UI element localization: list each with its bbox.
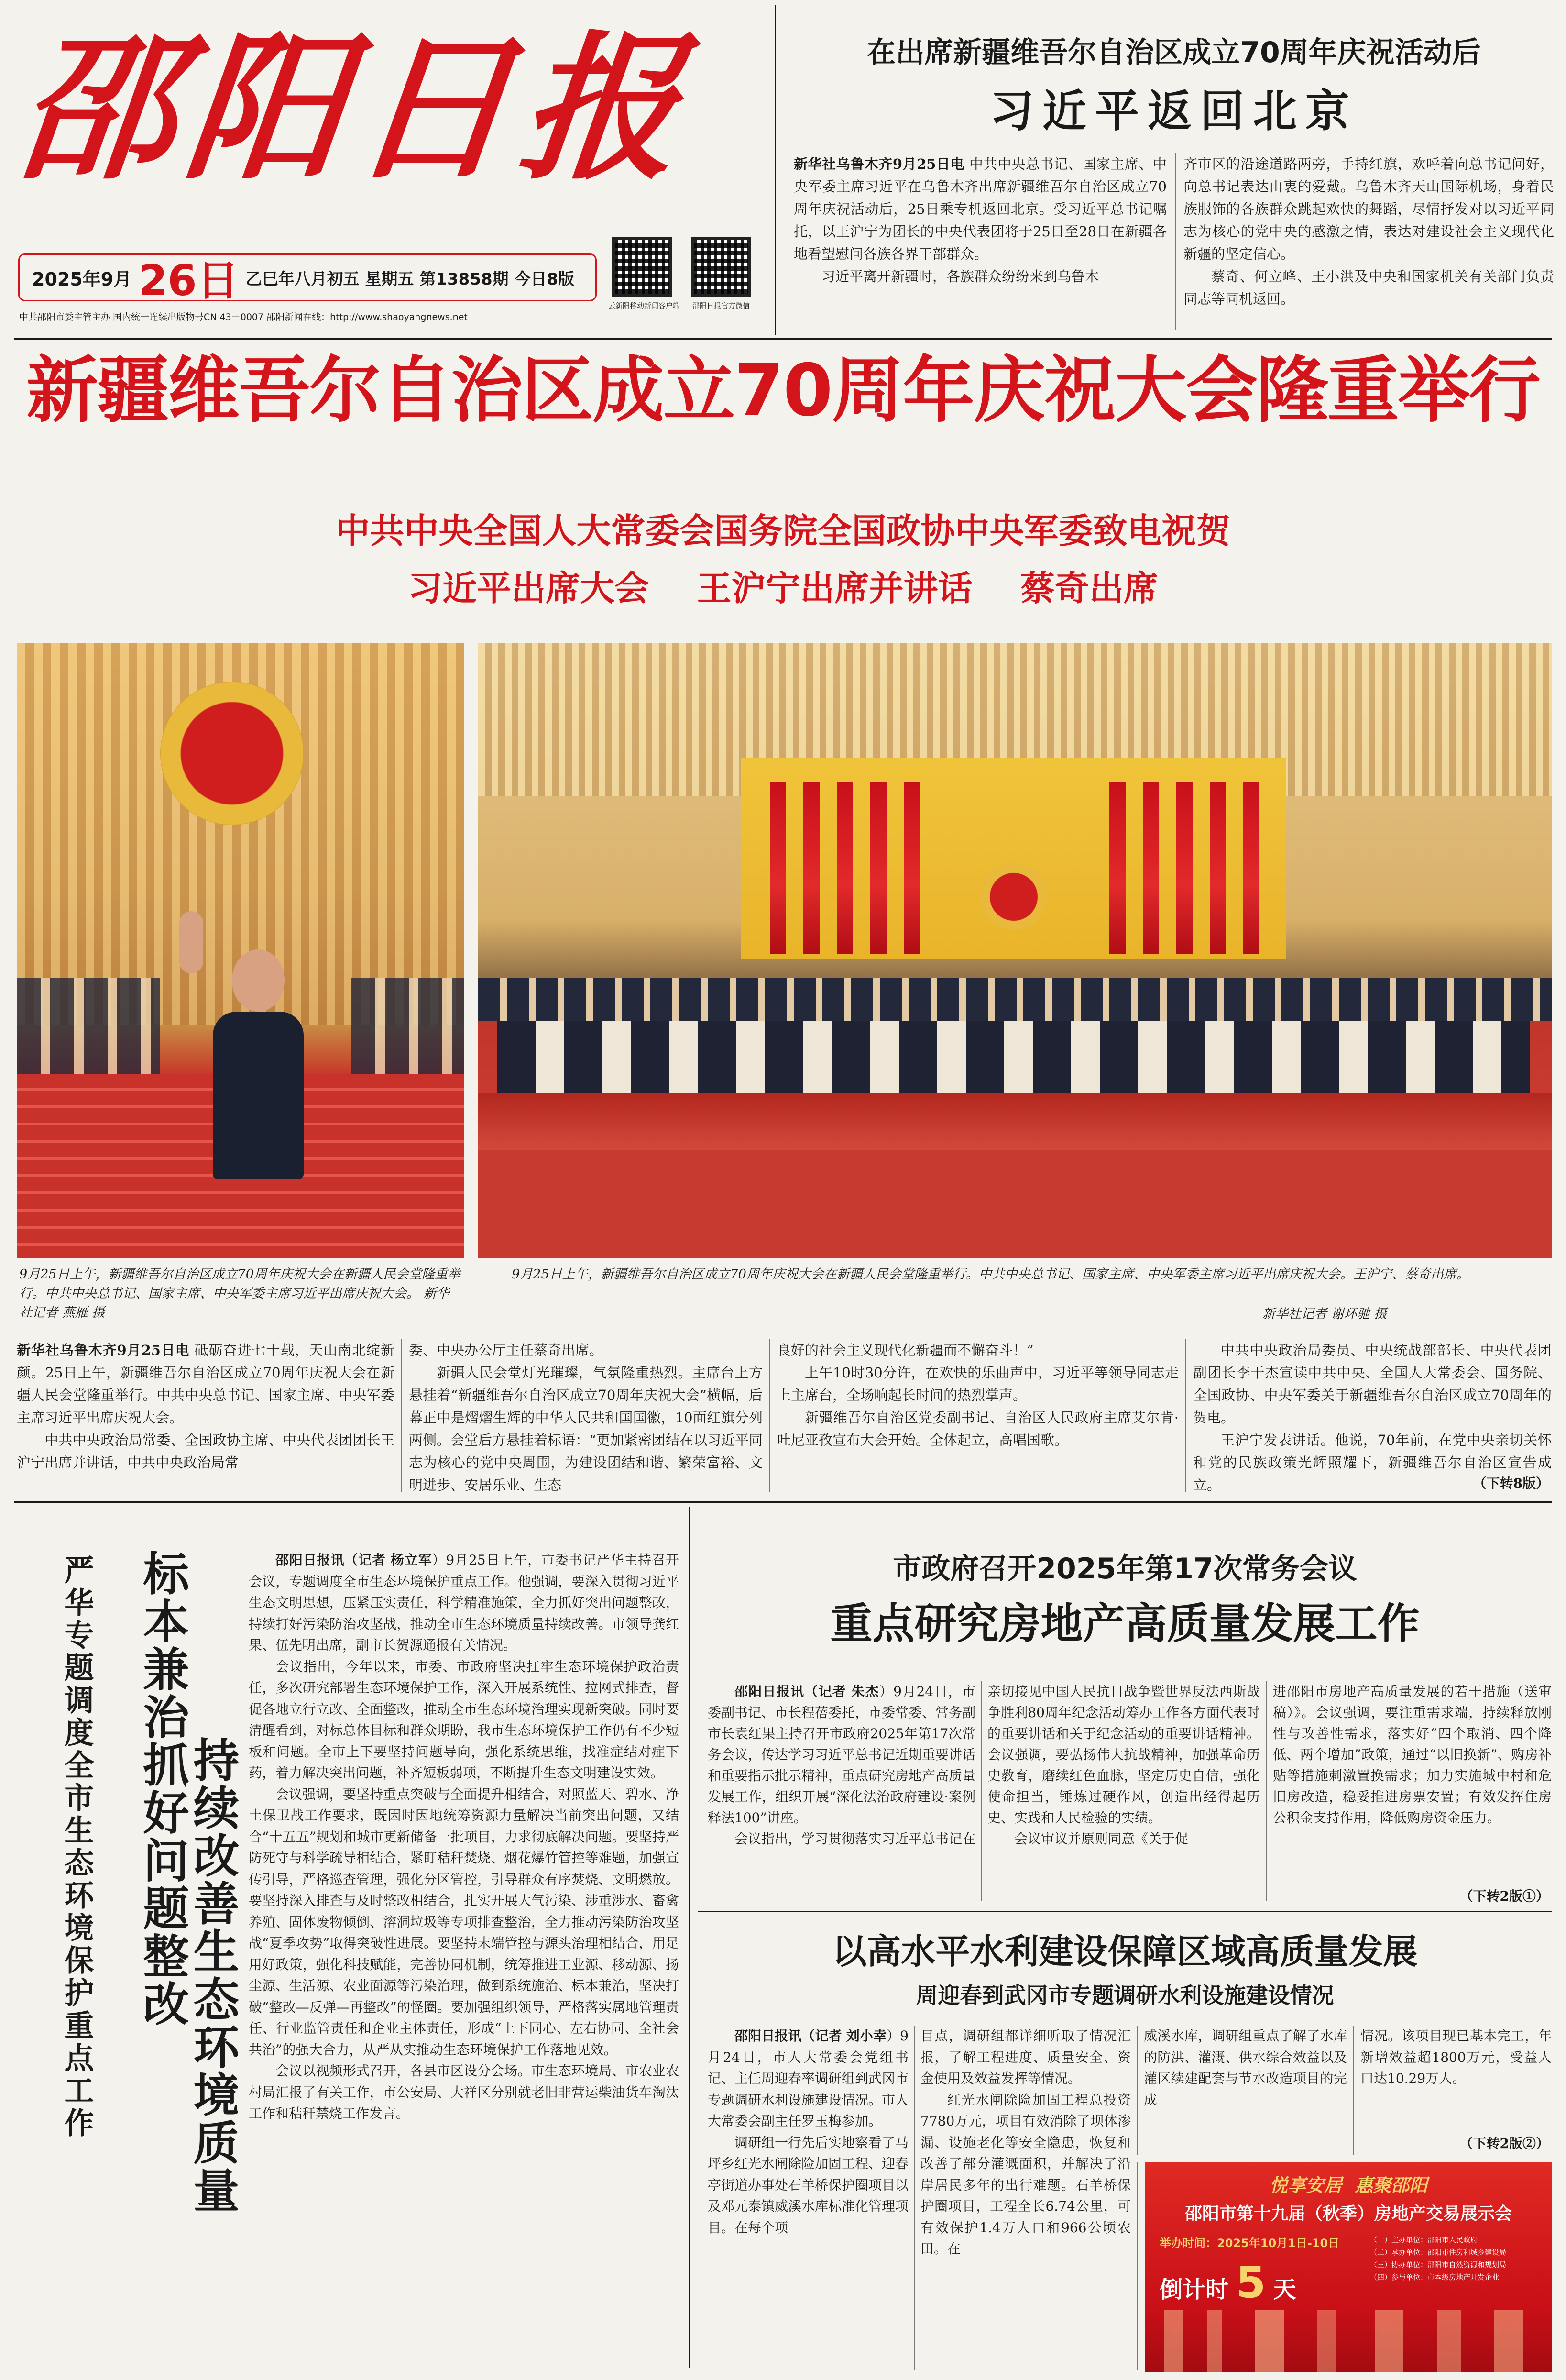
meeting-col3	[1273, 1681, 1552, 1887]
date-rest: 乙巳年八月初五 星期五 第13858期 今日8版	[245, 269, 575, 289]
water-col2	[920, 2026, 1131, 2375]
ad-slogan: 悦享安居 惠聚邵阳	[1269, 2175, 1428, 2196]
qr-code-app	[612, 237, 672, 297]
water-reporter: 刘小幸	[846, 2028, 887, 2044]
red-flag-icon	[1143, 782, 1159, 954]
water-divider-1	[914, 2026, 915, 2370]
top-story-text-4: 蔡奇、何立峰、王小洪及中央和国家机关有关部门负责同志等同机返回。	[1183, 268, 1554, 307]
main-story-text-9: 王沪宁发表讲话。他说，70年前，在党中央亲切关怀和党的民族政策光辉照耀下，新疆维吾尔自治区宣告成立。	[1193, 1432, 1552, 1493]
meeting-col2	[987, 1681, 1260, 1906]
main-story-text-2: 中共中央政治局常委、全国政协主席、中央代表团团长王沪宁出席并讲话，中共中央政治局常	[17, 1432, 394, 1471]
eco-vertical-title-1: 标本兼治抓好问题整改	[136, 1550, 190, 2028]
top-story-text-1: 中共中央总书记、国家主席、中央军委主席习近平在乌鲁木齐出席新疆维吾尔自治区成立70周年庆祝活动后，25日乘专机返回北京。受习近平总书记嘱托，以王沪宁为团长的中央代表团将于25日至28日在新疆各地看望慰问各族各界干部群众。	[794, 156, 1167, 262]
eco-story-body	[249, 1550, 679, 2372]
organizer-line: （二）承办单位：邵阳市住房和城乡建设局	[1370, 2248, 1507, 2257]
eco-text-2: 会议指出，今年以来，市委、市政府坚决扛牢生态环境保护政治责任，多次研究部署生态环境保护工作，深入开展系统性、拉网式排查，督促各地立行立改、全面整改，推动全市生态环境治理实现新突破。同时要清醒看到，对标总体目标和群众期盼，我市生态环境保护工作仍有不少短板和问题。全市上下要坚持问题导向，强化系统思维，找准症结对症下药，着力解决突出问题，补齐短板弱项，不断提升生态文明建设实效。	[249, 1658, 679, 1781]
top-story-col1	[794, 153, 1167, 335]
eco-right-divider	[689, 1507, 690, 2368]
qr-label-wechat: 邵阳日报官方微信	[692, 301, 750, 310]
photo-right	[478, 643, 1552, 1258]
rostrum-table	[478, 1093, 1552, 1150]
red-flag-icon	[770, 782, 786, 954]
eco-text-1: ）9月25日上午，市委书记严华主持召开会议，专题调度全市生态环境保护重点工作。他强调，要深入贯彻习近平生态文明思想，压紧压实责任，科学精准施策，全力抓好突出问题整改，持续打好污染防治攻坚战，推动全市生态环境质量持续改善。市领导龚红果、伍先明出席，副市长贺源通报有关情况。	[249, 1552, 679, 1653]
water-divider-3	[1353, 2026, 1354, 2155]
red-flag-icon	[870, 782, 887, 954]
main-story-col3	[777, 1339, 1179, 1495]
date-prefix: 2025年9月	[32, 268, 132, 290]
red-flag-icon	[837, 782, 853, 954]
qr-label-app: 云新阳移动新闻客户端	[608, 301, 680, 310]
meeting-rule	[698, 1911, 1552, 1912]
main-story-text-7: 新疆维吾尔自治区党委副书记、自治区人民政府主席艾尔肯·吐尼亚孜宣布大会开始。全体起立，高唱国歌。	[777, 1410, 1179, 1448]
audience-right	[351, 978, 464, 1074]
countdown-unit: 天	[1273, 2276, 1296, 2303]
water-divider-2	[1137, 2026, 1138, 2155]
top-story-text-3: 齐市区的沿途道路两旁，手持红旗，欢呼着向总书记问好，向总书记表达由衷的爱戴。乌鲁木齐天山国际机场，身着民族服饰的各族群众跳起欢快的舞蹈，尽情抒发对以习近平同志为核心的党中央的感激之情，表达对建设社会主义现代化新疆的坚定信心。	[1183, 156, 1554, 262]
dateline: 新华社乌鲁木齐9月25日电	[794, 156, 965, 172]
backdrop-emblem-icon	[980, 863, 1047, 930]
water-text-5: 威溪水库，调研组重点了解了水库的防洪、灌溉、供水综合效益以及灌区续建配套与节水改造项目的完成	[1144, 2028, 1347, 2108]
main-story-text-4: 新疆人民会堂灯光璀璨，气氛隆重热烈。主席台上方悬挂着“新疆维吾尔自治区成立70周年庆祝大会”横幅，后幕正中是熠熠生辉的中华人民共和国国徽，10面红旗分列两侧。会堂后方悬挂着标语：“更加紧密团结在以习近平同志为核心的党中央周围，为建设团结和谐、繁荣富裕、文明进步、安居乐业、生态	[409, 1365, 763, 1493]
ad-dates-label: 举办时间：	[1160, 2237, 1217, 2250]
meeting-col1	[708, 1681, 975, 1906]
skyline-graphic	[1145, 2310, 1552, 2372]
ad-dates-value: 2025年10月1日-10日	[1217, 2237, 1340, 2250]
rostrum-row-front	[497, 1021, 1530, 1093]
water-lead: 邵阳日报讯（记者	[734, 2028, 842, 2044]
main-story-jump[interactable]: （下转8版）	[1473, 1476, 1549, 1491]
organizer-line: （四）参与单位：市本级房地产开发企业	[1370, 2273, 1500, 2281]
water-jump[interactable]: （下转2版②）	[1459, 2136, 1549, 2151]
eco-vertical-title-2: 持续改善生态环境质量	[186, 1736, 240, 2215]
countdown-value: 5	[1236, 2258, 1266, 2308]
meeting-kicker: 市政府召开2025年第17次常务会议	[893, 1552, 1357, 1586]
red-flag-icon	[803, 782, 820, 954]
main-story-divider-3	[1185, 1339, 1186, 1492]
water-text-2: 调研组一行先后实地察看了马坪乡红光水闸除险加固工程、迎春亭街道办事处石羊桥保护圈项目以及邓元泰镇威溪水库标准化管理项目。在每个项	[708, 2134, 909, 2236]
red-flag-icon	[1210, 782, 1226, 954]
photo-right-credit: 新华社记者 谢环驰 摄	[1262, 1307, 1387, 1322]
qr-code-wechat	[691, 237, 751, 297]
top-story-col-divider	[1175, 153, 1176, 330]
eco-vertical-subtitle: 严华专题调度全市生态环境保护重点工作	[59, 1554, 94, 2140]
meeting-text-1: ）9月24日，市委副书记、市长程蓓委托，市委常委、常务副市长袁红果主持召开市政府2025年第17次常务会议，传达学习习近平总书记近期重要讲话和重要指示批示精神，重点研究房地产高质量发展工作，组织开展“深化法治政府建设·案例释法100”讲座。	[708, 1684, 976, 1826]
water-col1	[708, 2026, 909, 2375]
photo-left-caption: 9月25日上午，新疆维吾尔自治区成立70周年庆祝大会在新疆人民会堂隆重举行。中共中央总书记、国家主席、中央军委主席习近平出席庆祝大会。 新华社记者 燕雁 摄	[19, 1267, 460, 1320]
headline-sub2: 习近平出席大会 王沪宁出席并讲话 蔡奇出席	[408, 568, 1158, 608]
rostrum-row-back	[478, 978, 1552, 1021]
main-story-text-1: 砥砺奋进七十载，天山南北绽新颜。25日上午，新疆维吾尔自治区成立70周年庆祝大会在新疆人民会堂隆重举行。中共中央总书记、国家主席、中央军委主席习近平出席庆祝大会。	[17, 1342, 394, 1426]
water-text-3: 目点，调研组都详细听取了情况汇报，了解工程进度、质量安全、资金使用及效益发挥等情况。	[920, 2028, 1131, 2086]
meeting-lead: 邵阳日报讯（记者	[734, 1684, 847, 1699]
top-story-kicker: 在出席新疆维吾尔自治区成立70周年庆祝活动后	[867, 36, 1481, 69]
masthead-info: 中共邵阳市委主管主办 国内统一连续出版物号CN 43－0007 邵阳新闻在线：http://www.shaoyangnews.net	[19, 312, 468, 322]
raised-hand-icon	[179, 911, 203, 973]
national-emblem-icon	[160, 682, 304, 825]
meeting-title: 重点研究房地产高质量发展工作	[830, 1599, 1420, 1648]
meeting-jump[interactable]: （下转2版①）	[1459, 1888, 1549, 1904]
hall-floor	[478, 1150, 1552, 1258]
ad-countdown	[1160, 2258, 1351, 2308]
eco-lead: 邵阳日报讯（记者	[275, 1552, 386, 1568]
organizer-line: （一）主办单位：邵阳市人民政府	[1370, 2236, 1478, 2244]
meeting-text-2: 会议指出，学习贯彻落实习近平总书记在	[734, 1831, 976, 1847]
main-story-text-6: 上午10时30分许，在欢快的乐曲声中，习近平等领导同志走上主席台，全场响起长时间的热烈掌声。	[777, 1365, 1179, 1403]
audience-left	[17, 978, 160, 1074]
water-col4	[1360, 2026, 1552, 2140]
top-story-title: 习近平返回北京	[989, 86, 1358, 137]
masthead-divider	[775, 5, 776, 335]
eco-text-4: 会议以视频形式召开，各县市区设分会场。市生态环境局、市农业农村局汇报了有关工作，市公安局、大祥区分别就老旧非营运柴油货车淘汰工作和秸秆禁烧工作发言。	[249, 2063, 679, 2121]
red-flag-icon	[1243, 782, 1259, 954]
expo-ad[interactable]	[1145, 2162, 1552, 2372]
main-story-col1	[17, 1339, 394, 1495]
person-waving	[213, 949, 304, 1179]
dateline: 新华社乌鲁木齐9月25日电	[17, 1342, 190, 1358]
top-story-text-2: 习近平离开新疆时，各族群众纷纷来到乌鲁木	[821, 268, 1099, 285]
meeting-divider-2	[1266, 1681, 1267, 1901]
ad-title: 邵阳市第十九届（秋季）房地产交易展示会	[1184, 2204, 1512, 2224]
section-rule	[14, 1501, 1552, 1503]
water-col3	[1144, 2026, 1347, 2155]
main-story-col2	[409, 1339, 763, 1495]
ad-dates	[1160, 2234, 1360, 2250]
red-flag-icon	[904, 782, 920, 954]
countdown-label: 倒计时	[1160, 2276, 1229, 2303]
water-title: 以高水平水利建设保障区域高质量发展	[832, 1931, 1418, 1972]
main-story-divider-1	[401, 1339, 402, 1492]
main-story-text-8: 中共中央政治局委员、中央统战部部长、中央代表团副团长李干杰宣读中共中央、全国人大常委会、国务院、全国政协、中央军委关于新疆维吾尔自治区成立70周年的贺电。	[1193, 1342, 1552, 1426]
meeting-text-4: 会议审议并原则同意《关于促	[1014, 1831, 1189, 1847]
red-flag-icon	[1109, 782, 1126, 954]
water-text-1: ）9月24日，市人大常委会党组书记、主任周迎春率调研组到武冈市专题调研水利设施建设情况。市人大常委会副主任罗玉梅参加。	[708, 2028, 909, 2129]
photo-right-caption: 9月25日上午，新疆维吾尔自治区成立70周年庆祝大会在新疆人民会堂隆重举行。中共中央总书记、国家主席、中央军委主席习近平出席庆祝大会。王沪宁、蔡奇出席。	[512, 1267, 1469, 1282]
water-ad-divider	[1137, 2162, 1138, 2370]
masthead-date-bar	[18, 253, 597, 305]
headline-sub1: 中共中央全国人大常委会国务院全国政协中央军委致电祝贺	[335, 511, 1231, 551]
main-story-text-5: 良好的社会主义现代化新疆而不懈奋斗！”	[777, 1342, 1034, 1358]
eco-reporter: 杨立军	[390, 1552, 432, 1568]
masthead-rule	[14, 338, 1552, 340]
main-story-text-3: 委、中央办公厅主任蔡奇出席。	[409, 1342, 603, 1358]
main-headline: 新疆维吾尔自治区成立70周年庆祝大会隆重举行	[26, 349, 1540, 432]
top-story-col2	[1183, 153, 1554, 335]
masthead-logo: 邵阳日报	[9, 17, 699, 201]
main-story-divider-2	[769, 1339, 770, 1492]
eco-text-3: 会议强调，要坚持重点突破与全面提升相结合，对照蓝天、碧水、净土保卫战工作要求，既因时因地统筹资源力量解决当前突出问题，又结合“十五五”规划和城市更新储备一批项目，力求彻底解决问题。要坚持严防死守与科学疏导相结合，紧盯秸秆焚烧、烟花爆竹管控等难题，加强宣传引导，严格巡查管理，强化分区管控，引导群众有序焚烧、文明燃放。要坚持深入排查与及时整改相结合，扎实开展大气污染、涉重涉水、畜禽养殖、固体废物倾倒、溶洞垃圾等专项排查整治，全力推动污染防治攻坚战“夏季攻势”取得突破性进展。要坚持末端管控与源头治理相结合，用足用好政策，强化科技赋能，完善协同机制，统筹推进工业源、移动源、扬尘源、生活源、农业面源等污染治理，做到系统施治、标本兼治，坚决打破“整改—反弹—再整改”的怪圈。要加强组织领导，严格落实属地管理责任、行业监管责任和企业主体责任，形成“上下同心、左右协同、全社会共治”的强大合力，从严从实推动生态环境保护工作落地见效。	[249, 1786, 679, 2058]
ad-organizers	[1370, 2234, 1547, 2283]
photo-left	[17, 643, 464, 1258]
meeting-divider-1	[981, 1681, 982, 1901]
organizer-line: （三）协办单位：邵阳市自然资源和规划局	[1370, 2260, 1507, 2269]
water-text-4: 红光水闸除险加固工程总投资7780万元，项目有效消除了坝体渗漏、设施老化等安全隐患，恢复和改善了部分灌溉面积，并解决了沿岸居民多年的出行难题。石羊桥保护圈项目，工程全长6.74公里，可有效保护1.4万人口和966公顷农田。在	[920, 2092, 1131, 2257]
red-flag-icon	[1176, 782, 1193, 954]
date-day: 26日	[138, 256, 239, 305]
water-text-6: 情况。该项目现已基本完工，年新增效益超1800万元，受益人口达10.29万人。	[1360, 2028, 1552, 2086]
meeting-text-3: 亲切接见中国人民抗日战争暨世界反法西斯战争胜利80周年纪念活动筹办工作各方面代表时的重要讲话和关于纪念活动的重要讲话精神。会议强调，要弘扬伟大抗战精神，加强革命历史教育，磨续红色血脉，坚定历史自信，强化使命担当，锤炼过硬作风，创造出经得起历史、实践和人民检验的实绩。	[987, 1684, 1260, 1826]
water-subtitle: 周迎春到武冈市专题调研水利设施建设情况	[916, 1983, 1334, 2008]
meeting-reporter: 朱杰	[851, 1684, 879, 1699]
meeting-text-5: 进邵阳市房地产高质量发展的若干措施（送审稿）》。会议强调，要注重需求端，持续释放刚性与改善性需求，落实好“四个取消、四个降低、两个增加”政策，通过“以旧换新”、购房补贴等措施刺激置换需求；加力实施城中村和危旧房改造，稳妥推进房票安置；有效发挥住房公积金支持作用，降低购房资金压力。	[1273, 1684, 1552, 1826]
